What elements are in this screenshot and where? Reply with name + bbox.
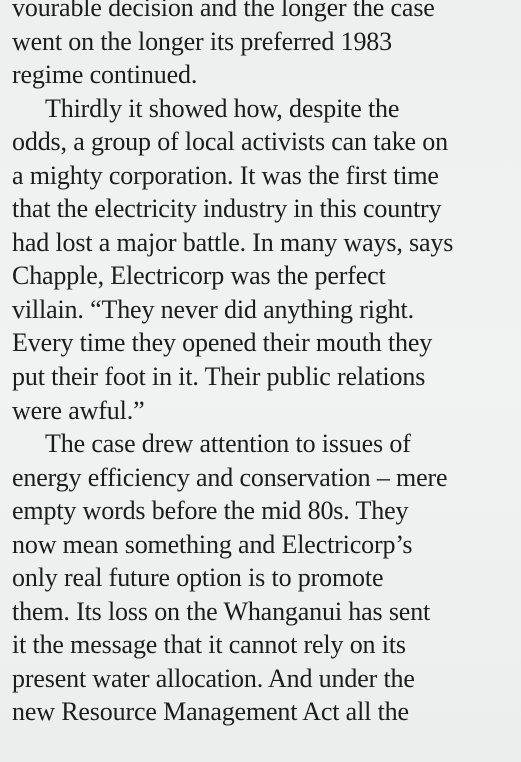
text-line: Chapple, Electricorp was the perfect xyxy=(12,261,386,291)
text-line: empty words before the mid 80s. They xyxy=(12,496,409,526)
text-line: now mean something and Electricorp’s xyxy=(12,529,413,559)
text-line: it the message that it cannot rely on its xyxy=(12,630,406,660)
text-line: were awful.” xyxy=(12,395,145,425)
text-line: a mighty corporation. It was the first time xyxy=(12,160,439,190)
text-line: villain. “They never did anything right. xyxy=(12,294,414,324)
text-line: had lost a major battle. In many ways, says xyxy=(12,227,454,257)
text-line: them. Its loss on the Whanganui has sent xyxy=(12,596,431,626)
text-line: energy efficiency and conservation – mere xyxy=(12,462,448,492)
text-line: vourable decision and the longer the case xyxy=(12,0,435,22)
paragraph-start-line: The case drew attention to issues of xyxy=(45,429,411,459)
text-line: only real future option is to promote xyxy=(12,563,384,593)
text-line: went on the longer its preferred 1983 xyxy=(12,26,392,56)
article-body xyxy=(12,0,521,729)
text-line: put their foot in it. Their public relations xyxy=(12,362,426,392)
text-line: regime continued. xyxy=(12,60,198,90)
paragraph-start-line: Thirdly it showed how, despite the xyxy=(45,93,400,123)
text-line: present water allocation. And under the xyxy=(12,663,415,693)
text-line: new Resource Management Act all the xyxy=(12,697,409,727)
text-line: that the electricity industry in this country xyxy=(12,194,442,224)
text-line: Every time they opened their mouth they xyxy=(12,328,433,358)
text-line: odds, a group of local activists can take on xyxy=(12,127,448,157)
